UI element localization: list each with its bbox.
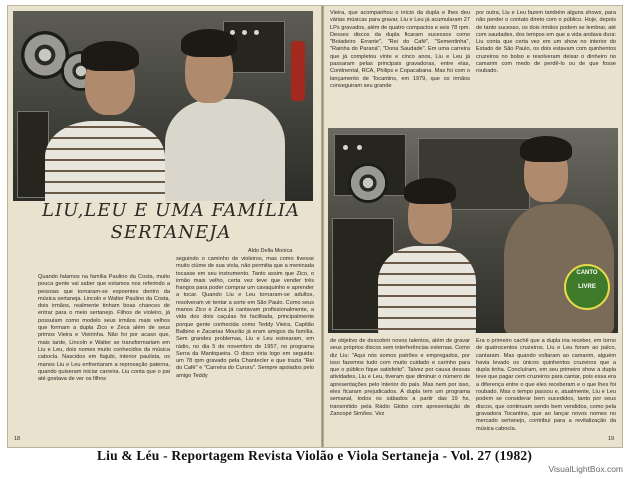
text-column-left-1: Quando falamos na família Paulino da Costa, muito pouca gente vai saber que estamos nos referindo a pessoas que tornaram-se expoentes dentro da música sertaneja. Lincoln e Walter Paulino da Costa, dois irmãos, realmente tinham boas chances de entrar para o meio sertanejo. Filhos de violeiro, já possuíam como modelo seus irmãos mais velhos que formam a dupla Zico e Zeca além de seus primos Vieira e Vieirinha. Não foi por acaso que, mais tarde, Lincoln e Walter se transformariam em Liu e Leu, dois nomes muito conhecidos da música cabocla. Nascidos em Itajubi, interior paulista, os manos Liu e Leu enfrentaram a reprovação paterna, quando quiseram iniciar carreira. Liu conta que o pai até gostava de ver os filhos: [38, 274, 170, 383]
canto-livre-logo: [564, 264, 610, 310]
page-number-left: 18: [14, 436, 21, 442]
logo-text-bottom: LIVRE: [578, 284, 596, 290]
text-column-right-bottom-2: Era o primeiro cachê que a dupla iria receber, em torno de quatrocentos cruzeiros. Liu e Leu foram ao palco, cantaram. Mas quando voltaram ao camarim, alguém havia levado os únicos quinhentos cruzeiros que a dupla tinha. Concluíram, em seu primeiro show a dupla teve que pagar cem cruzeiros para cantar, pois essa era a diferença entre o que eles receberam e o que lhes foi roubado. Mas o tempo passou e, atualmente, Liu e Leu podem se considerar bem sucedidos, tanto por seus discos, que continuam sendo bem vendidos, como pela gravadora Tocantins, que ao lançar novos nomes no mercado sertanejo, contribui para a revitalização da música cabocla.: [476, 338, 616, 430]
tape-reel-icon: [348, 163, 388, 203]
fire-extinguisher: [291, 41, 305, 101]
watermark: VisualLightBox.com: [548, 464, 623, 474]
image-caption: Liu & Léu - Reportagem Revista Violão e Viola Sertaneja - Vol. 27 (1982): [96, 448, 533, 463]
page-gutter: [321, 6, 324, 447]
logo-text-top: CANTO: [576, 270, 598, 276]
page-number-right: 19: [608, 436, 615, 442]
text-column-right-bottom-1: de objetivo de descobrir novos talentos, além de gravar seus próprios discos sem interferências externas. Como diz Liu: "Aqui nós somos patrões e empregados, por isso fazemos tudo com muito cuidado e carinho para que o público fique satisfeito". Talvez por causa dessas atividades, Liu e Leu, tiveram que diminuir o número de apresentações pelo interior do país. Mas nem por isso, eles ficaram prejudicados. A dupla tem um programa semanal, todos os sábados a partir das 19 hs, transmitido pela Rádio Globo com apresentação de Zancopé Simões. Vez: [330, 338, 470, 417]
title-line-1: LIU,LEU E UMA FAMÍLIA: [42, 200, 300, 221]
text-column-left-2: seguindo o caminho de violeiros, mas como tivesse muito ciúme de sua viola, não permitia que a meninada tocasse em seu instrumento. Tanto assim que Zico, o irmão mais velho, certa vez teve que vender três frangos para poder comprar um cavaquinho e aprender a tocar. Quando Liu e Leu tornaram-se adultos, resolveram vir tentar a sorte em São Paulo. Como seus manos Zico e Zeca já cantavam profissionalmente, a vida dos dois caçulas foi facilitada, principalmente porque gente conhecida como Teddy Vieira, Capitão Balbino e Zacarias Mourão já eram amigos da família. Sem grandes problemas, Liu e Leu estrearam, em rádio, no dia 5 de novembro de 1957, no programa Serra da Mantiqueira. O disco viria logo em seguida: um 78 rpm gravado pela Chantecler e que trazia "Rei do Café" e "Carreira do Cururu". Sempre apoiados pelo amigo Teddy: [176, 256, 314, 379]
byline: Aldo Della Monica: [248, 248, 293, 254]
magazine-spread: [8, 6, 622, 447]
article-title: [36, 200, 306, 244]
text-column-right-top-2: por outra, Liu e Leu fazem também alguns shows, para não perder o contato direto com o público. Hoje, depois de tanto sucesso, os dois irmãos podem se lembrar, até com saudades, dos tempos em que a vida andava dura: Liu conta que certa vez em um show no interior do Estado de São Paulo, os dois estavam com quinhentos cruzeiros no bolso e resolveram deixar o dinheiro no camarim com medo de perdê-lo ou de que fosse roubado.: [476, 10, 616, 75]
text-column-right-top-1: Vieira, que acompanhou o início da dupla e lhes deu várias músicas para gravar, Liu e Leu já acumularam 27 LPs gravados, além de quatro compactos e seis 78 rpm. Desses discos da dupla ficaram sucessos como "Boiadeiro Errante", "Rei do Café", "Sementinha", "Rainha do Paraná", "Dona Saudade". Em uma carreira que já completou vinte e cinco anos, Liu e Leu já passaram pelas principais gravadoras, entre elas, Continental, RCA, Philips e Copacabana. Mas foi com o lançamento de Tocantins, em 1979, que os irmãos conseguiram seu grande: [330, 10, 470, 89]
photo-duo-studio-left: [13, 11, 313, 201]
title-line-2: SERTANEJA: [110, 222, 232, 243]
